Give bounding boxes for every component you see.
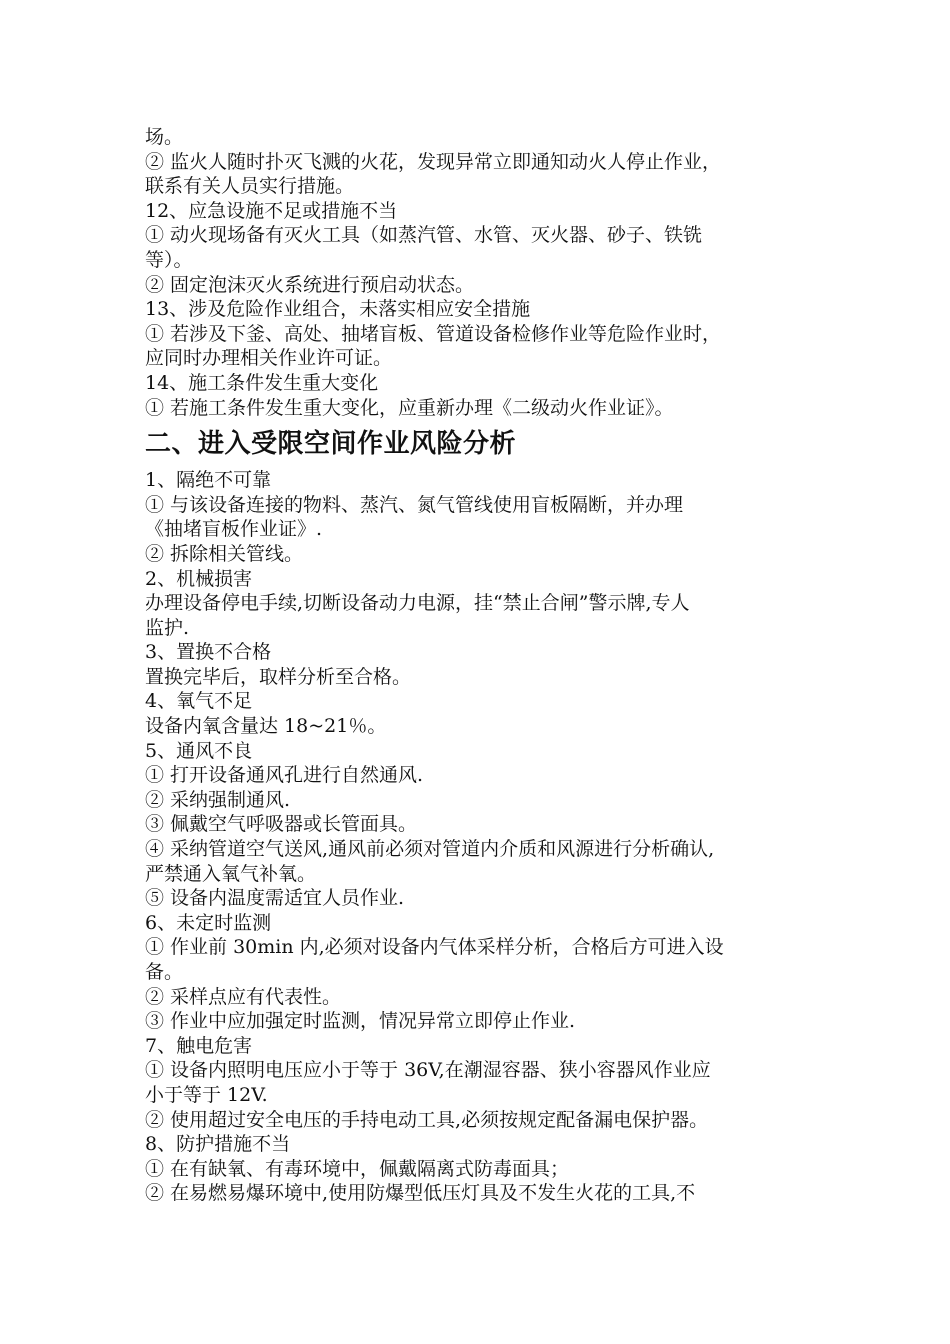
item-heading: 4、氧气不足 [145, 690, 253, 713]
text-line: 应同时办理相关作业许可证。 [145, 347, 393, 370]
text-line: ① 动火现场备有灭火工具（如蒸汽管、水管、灭火器、砂子、铁铣 [145, 224, 703, 247]
text-line: ② 监火人随时扑灭飞溅的火花，发现异常立即通知动火人停止作业， [145, 150, 722, 173]
section-title: 二、进入受限空间作业风险分析 [145, 429, 517, 460]
text-line: 联系有关人员实行措施。 [145, 175, 355, 198]
text-line: ② 固定泡沫灭火系统进行预启动状态。 [145, 273, 475, 296]
item-heading: 13、涉及危险作业组合，未落实相应安全措施 [145, 298, 531, 321]
text-line: ② 采纳强制通风. [145, 788, 291, 811]
item-heading: 2、机械损害 [145, 567, 253, 590]
text-line: ③ 佩戴空气呼吸器或长管面具。 [145, 813, 418, 836]
text-line: ① 与该设备连接的物料、蒸汽、氮气管线使用盲板隔断，并办理 [145, 493, 684, 516]
text-line: ② 采样点应有代表性。 [145, 985, 342, 1008]
text-line: 《抽堵盲板作业证》. [145, 518, 323, 541]
text-line: ② 在易燃易爆环境中,使用防爆型低压灯具及不发生火花的工具,不 [145, 1182, 696, 1205]
text-line: ② 使用超过安全电压的手持电动工具,必须按规定配备漏电保护器。 [145, 1108, 709, 1131]
item-heading: 12、应急设施不足或措施不当 [145, 199, 398, 222]
text-line: 监护. [145, 616, 190, 639]
text-line: ① 打开设备通风孔进行自然通风. [145, 764, 424, 787]
text-line: ⑤ 设备内温度需适宜人员作业. [145, 887, 405, 910]
text-line: ② 拆除相关管线。 [145, 542, 304, 565]
item-heading: 1、隔绝不可靠 [145, 469, 272, 492]
section2-body [145, 468, 810, 1206]
text-line: 小于等于 12V. [145, 1083, 268, 1106]
text-line: 备。 [145, 961, 184, 983]
section1-tail [145, 125, 810, 420]
item-heading: 5、通风不良 [145, 739, 253, 762]
item-heading: 3、置换不合格 [145, 641, 272, 664]
item-heading: 7、触电危害 [145, 1034, 253, 1057]
text-line: 场。 [145, 126, 184, 148]
text-line: ④ 采纳管道空气送风,通风前必须对管道内介质和风源进行分析确认, [145, 838, 715, 861]
item-heading: 6、未定时监测 [145, 911, 272, 934]
text-line: ① 在有缺氧、有毒环境中，佩戴隔离式防毒面具； [145, 1157, 570, 1180]
text-line: ① 设备内照明电压应小于等于 36V,在潮湿容器、狭小容器风作业应 [145, 1059, 711, 1082]
document-page [145, 125, 810, 1206]
text-line: ① 作业前 30min 内,必须对设备内气体采样分析，合格后方可进入设 [145, 936, 724, 959]
text-line: 严禁通入氧气补氧。 [145, 862, 317, 885]
text-line: 置换完毕后，取样分析至合格。 [145, 665, 412, 688]
text-line: 等）。 [145, 248, 193, 271]
text-line: ① 若施工条件发生重大变化，应重新办理《二级动火作业证》。 [145, 396, 674, 419]
item-heading: 8、防护措施不当 [145, 1133, 291, 1156]
text-line: 办理设备停电手续,切断设备动力电源，挂“禁止合闸”警示牌,专人 [145, 592, 690, 615]
text-line: ① 若涉及下釜、高处、抽堵盲板、管道设备检修作业等危险作业时， [145, 322, 722, 345]
text-line: ③ 作业中应加强定时监测，情况异常立即停止作业. [145, 1010, 576, 1033]
item-heading: 14、施工条件发生重大变化 [145, 371, 379, 394]
text-line: 设备内氧含量达 18~21％。 [145, 715, 387, 738]
